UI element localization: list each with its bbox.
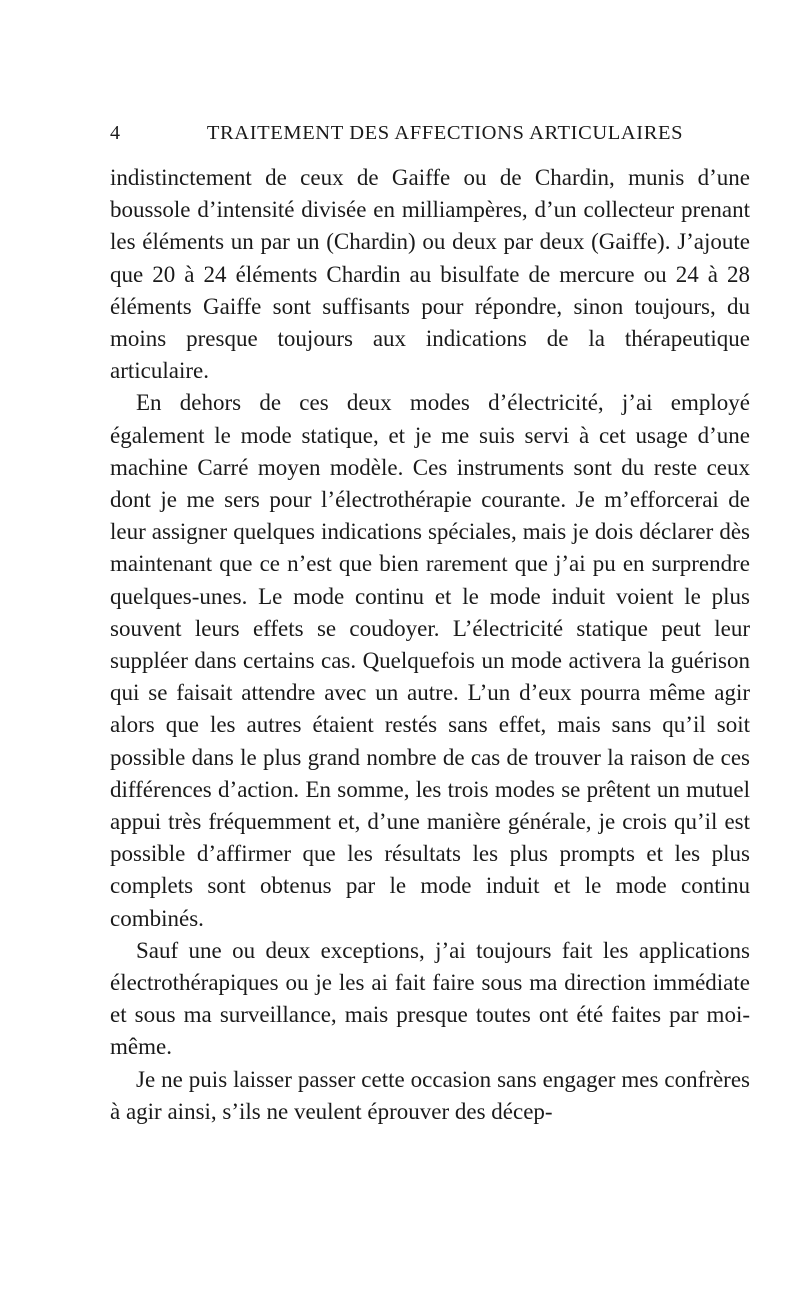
page-number: 4 bbox=[110, 122, 120, 144]
body-text bbox=[110, 162, 750, 1128]
paragraph: Sauf une ou deux exceptions, j’ai toujours fait les applications électrothérapiques ou je les ai fait faire sous ma direction immédiate et sous ma surveillance, mais presque toutes ont été faites par moi-même. bbox=[110, 937, 750, 1060]
paragraph: En dehors de ces deux modes d’électricité, j’ai employé également le mode statique, et je me suis servi à cet usage d’une machine Carré moyen modèle. Ces instruments sont du reste ceux dont je me sers pour l’électrothérapie courante. Je m’efforcerai de leur assigner quelques indications spéciales, mais je dois déclarer dès maintenant que ce n’est que bien rarement que j’ai pu en surprendre quelques-unes. Le mode continu et le mode induit voient le plus souvent leurs effets se coudoyer. L’électricité statique peut leur suppléer dans certains cas. Quelquefois un mode activera la guérison qui se faisait attendre avec un autre. L’un d’eux pourra même agir alors que les autres étaient restés sans effet, mais sans qu’il soit possible dans le plus grand nombre de cas de trouver la raison de ces différences d’action. En somme, les trois modes se prêtent un mutuel appui très fréquemment et, d’une manière générale, je crois qu’il est possible d’affirmer que les résultats les plus prompts et les plus complets sont obtenus par le mode induit et le mode continu combinés. bbox=[110, 390, 750, 931]
paragraph: Je ne puis laisser passer cette occasion sans engager mes confrères à agir ainsi, s’ils ne veulent éprouver des décep- bbox=[110, 1066, 750, 1124]
paragraph-continuation: indistinctement de ceux de Gaiffe ou de Chardin, munis d’une boussole d’intensité divisée en milliampères, d’un collecteur prenant les éléments un par un (Chardin) ou deux par deux (Gaiffe). J’ajoute que 20 à 24 éléments Chardin au bisulfate de mercure ou 24 à 28 éléments Gaiffe sont suffisants pour répondre, sinon toujours, du moins presque toujours aux indications de la thérapeutique articulaire. bbox=[110, 165, 750, 384]
running-title: TRAITEMENT DES AFFECTIONS ARTICULAIRES bbox=[206, 122, 684, 144]
page-header bbox=[110, 118, 750, 148]
